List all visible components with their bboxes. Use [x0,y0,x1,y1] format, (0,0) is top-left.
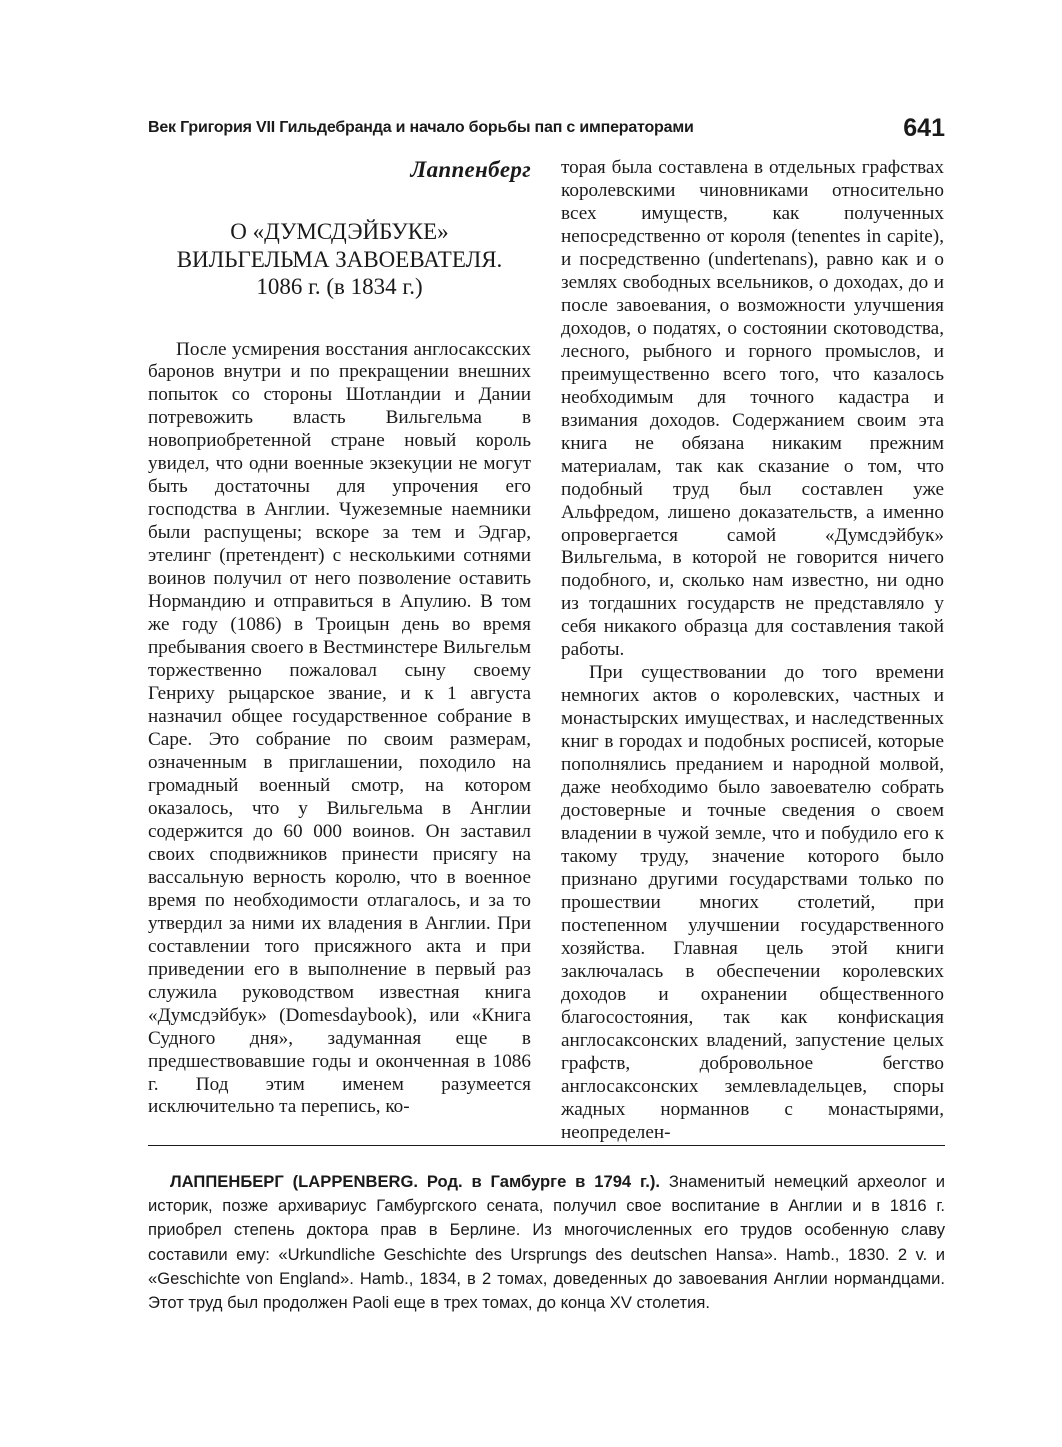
running-head-title: Век Григория VII Гильдебранда и начало борьбы пап с императорами [148,119,694,136]
title-line-3: 1086 г. (в 1834 г.) [256,274,423,299]
footnote-divider [148,1145,945,1146]
body-paragraph-2: При существовании до того времени немногих актов о королевских, частных и монастырских имуществах, и наследственных книг в городах и подобных росписей, которые пополнялись преданием и народной молвой, даже необходимо было завоевателю собрать достоверные и точные сведения о своем владении в чужой земле, что и побудило его к такому труду, значение которого было признано другими государствами только по прошествии многих столетий, при постепенном улучшении государственного хозяйства. Главная цель этой книги заключалась в обеспечении королевских доходов и охранении общественного благосостояния, так как конфискация англосаксонских владений, запустение целых графств, добровольное бегство англосаксонских землевладельцев, споры жадных норманнов с монастырями, неопределен- [561,662,944,1143]
running-head [148,114,945,151]
body-paragraph-1-continued: торая была составлена в отдельных графствах королевскими чиновниками относительно всех имуществ, как полученных непосредственно от короля (tenentes in capite), и посредственно (undertenans), равно как и о землях свободных всельников, о доходах, до и после завоевания, о возможности улучшения доходов, о податях, о состоянии скотоводства, лесного, рыбного и горного промыслов, и преимущественно всего того, что казалось необходимым для точного кадастра и взимания доходов. Содержанием своим эта книга не обязана никаким прежним материалам, так как сказание о том, что подобный труд был составлен уже Альфредом, лишено доказательств, а именно опровергается самой «Думсдэйбук» Вильгельма, в которой не говорится ничего подобного, и, сколько нам известно, ни одно из тогдашних государств не представляло у себя никакого образца для составления такой работы. [561,157,944,661]
title-line-1: О «ДУМСДЭЙБУКЕ» [230,219,449,244]
footnote-text: Знаменитый немецкий археолог и историк, позже архивариус Гамбургского сената, получил свое воспитание в Англии и в 1816 г. приобрел степень доктора прав в Берлине. Из многочисленных его трудов особенную славу составили ему: «Urkundliche Geschichte des Ursprungs des deutschen Hansa». Hamb., 1830. 2 v. и «Geschichte von England». Hamb., 1834, в 2 томах, доведенных до завоевания Англии нормандцами. Этот труд был продолжен Paoli еще в трех томах, до конца XV столетия. [148,1172,945,1313]
author-footnote [148,1170,945,1315]
footnote-heading: ЛАППЕНБЕРГ (LAPPENBERG. Род. в Гамбурге в 1794 г.). [170,1172,661,1191]
right-column [561,157,944,1147]
title-line-2: ВИЛЬГЕЛЬМА ЗАВОЕВАТЕЛЯ. [176,246,503,272]
article-author: Лаппенберг [410,157,531,182]
article-title [148,218,531,301]
body-paragraph-1: После усмирения восстания англосаксских баронов внутри и по прекращении внешних попыток со стороны Шотландии и Дании потревожить власть Вильгельма в новоприобретенной стране новый король увидел, что одни военные экзекуции не могут быть достаточны для упрочения его господства в Англии. Чужеземные наемники были распущены; вскоре за тем и Эдгар, этелинг (претендент) с несколькими сотнями воинов получил от него позволение оставить Нормандию и отправиться в Апулию. В том же году (1086) в Троицын день во время пребывания своего в Вестминстере Вильгельм торжественно пожаловал сыну своему Генриху рыцарское звание, и к 1 августа назначил общее государственное собрание в Саре. Это собрание по своим размерам, означенным в приглашении, походило на громадный военный смотр, на котором оказалось, что у Вильгельма в Англии содержится до 60 000 воинов. Он заставил своих сподвижников принести присягу на вассальную верность королю, что в военное время по необходимости отлагалось, и за то утвердил за ними их владения в Англии. При составлении того присяжного акта и при приведении его в выполнение в первый раз служила руководством известная книга «Думсдэйбук» (Domesdaybook), или «Книга Судного дня», задуманная еще в предшествовавшие годы и оконченная в 1086 г. Под этим именем разумеется исключительно та перепись, ко- [148,338,531,1118]
page-number: 641 [903,114,945,142]
left-column [148,157,531,1147]
